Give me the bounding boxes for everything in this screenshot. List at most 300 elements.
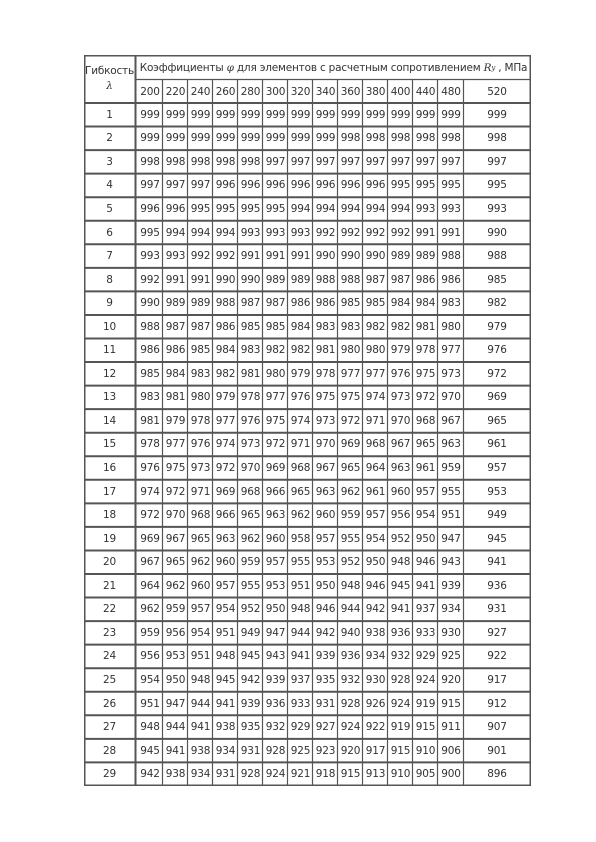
coefficient-cell: 994 bbox=[315, 202, 336, 215]
coefficient-cell: 936 bbox=[390, 626, 411, 639]
coefficient-cell: 982 bbox=[215, 367, 236, 380]
coefficient-cell: 995 bbox=[190, 202, 211, 215]
coefficient-cell: 982 bbox=[365, 320, 386, 333]
coefficient-cell: 941 bbox=[290, 650, 311, 663]
coefficient-cell: 963 bbox=[441, 438, 461, 451]
coefficient-cell: 964 bbox=[140, 579, 160, 592]
coefficient-cell: 948 bbox=[390, 556, 411, 569]
coefficient-cell: 990 bbox=[215, 273, 236, 286]
coefficient-cell: 980 bbox=[340, 344, 361, 357]
coefficient-cell: 995 bbox=[390, 179, 411, 192]
lambda-cell: 18 bbox=[103, 509, 116, 522]
coefficient-cell: 938 bbox=[215, 721, 236, 734]
coefficient-cell: 945 bbox=[487, 532, 507, 545]
coefficient-cell: 998 bbox=[240, 155, 261, 168]
coefficient-cell: 923 bbox=[315, 744, 336, 757]
coefficient-cell: 932 bbox=[340, 673, 361, 686]
coefficient-cell: 984 bbox=[215, 344, 236, 357]
coefficient-cell: 969 bbox=[265, 462, 286, 475]
coefficient-cell: 999 bbox=[441, 108, 461, 121]
coefficient-cell: 999 bbox=[240, 132, 261, 145]
coefficient-cell: 988 bbox=[441, 250, 461, 263]
lambda-cell: 6 bbox=[106, 226, 113, 239]
coefficient-cell: 970 bbox=[165, 509, 186, 522]
coefficient-cell: 959 bbox=[240, 556, 261, 569]
title-middle: для элементов с расчетным сопротивлением bbox=[233, 61, 484, 74]
coefficient-cell: 986 bbox=[140, 344, 160, 357]
coefficient-cell: 959 bbox=[441, 462, 461, 475]
coefficient-cell: 962 bbox=[165, 579, 186, 592]
coefficient-cell: 992 bbox=[190, 250, 211, 263]
coefficient-cell: 979 bbox=[390, 344, 411, 357]
coefficient-cell: 917 bbox=[487, 673, 507, 686]
coefficient-cell: 956 bbox=[165, 626, 186, 639]
coefficient-cell: 977 bbox=[441, 344, 461, 357]
coefficient-cell: 989 bbox=[290, 273, 311, 286]
coefficient-cell: 995 bbox=[215, 202, 236, 215]
coefficient-cell: 966 bbox=[265, 485, 286, 498]
coefficient-cell: 974 bbox=[215, 438, 236, 451]
lambda-cell: 17 bbox=[103, 485, 116, 498]
coefficient-cell: 915 bbox=[340, 768, 361, 781]
coefficient-cell: 945 bbox=[215, 673, 236, 686]
coefficient-cell: 981 bbox=[165, 391, 186, 404]
coefficient-cell: 976 bbox=[240, 414, 261, 427]
coefficient-cell: 962 bbox=[340, 485, 361, 498]
coefficient-cell: 935 bbox=[240, 721, 261, 734]
coefficient-cell: 949 bbox=[240, 626, 261, 639]
coefficient-cell: 941 bbox=[415, 579, 436, 592]
coefficient-cell: 988 bbox=[215, 297, 236, 310]
coefficient-cell: 993 bbox=[265, 226, 286, 239]
coefficient-cell: 987 bbox=[265, 297, 286, 310]
coefficient-cell: 969 bbox=[340, 438, 361, 451]
coefficient-cell: 975 bbox=[315, 391, 336, 404]
coefficient-cell: 980 bbox=[265, 367, 286, 380]
coefficient-cell: 994 bbox=[215, 226, 236, 239]
coefficient-cell: 972 bbox=[165, 485, 186, 498]
coefficient-cell: 970 bbox=[441, 391, 461, 404]
column-header-320: 320 bbox=[290, 85, 311, 98]
coefficient-cell: 973 bbox=[190, 462, 211, 475]
coefficient-cell: 995 bbox=[487, 179, 507, 192]
lambda-cell: 19 bbox=[103, 532, 116, 545]
coefficient-cell: 983 bbox=[441, 297, 461, 310]
coefficient-cell: 998 bbox=[390, 132, 411, 145]
coefficient-cell: 951 bbox=[140, 697, 160, 710]
coefficient-cell: 942 bbox=[365, 603, 386, 616]
coefficient-cell: 974 bbox=[140, 485, 160, 498]
coefficient-cell: 984 bbox=[290, 320, 311, 333]
coefficient-cell: 985 bbox=[140, 367, 160, 380]
coefficient-cell: 942 bbox=[315, 626, 336, 639]
coefficient-cell: 951 bbox=[190, 650, 211, 663]
coefficient-cell: 934 bbox=[215, 744, 236, 757]
coefficient-cell: 919 bbox=[390, 721, 411, 734]
coefficient-cell: 966 bbox=[215, 509, 236, 522]
coefficient-cell: 999 bbox=[215, 108, 236, 121]
coefficient-cell: 998 bbox=[487, 132, 507, 145]
coefficient-cell: 985 bbox=[190, 344, 211, 357]
coefficient-cell: 993 bbox=[290, 226, 311, 239]
coefficient-cell: 957 bbox=[215, 579, 236, 592]
coefficient-cell: 986 bbox=[290, 297, 311, 310]
column-header-440: 440 bbox=[415, 85, 436, 98]
lambda-cell: 5 bbox=[106, 202, 113, 215]
coefficient-cell: 973 bbox=[315, 414, 336, 427]
coefficient-cell: 973 bbox=[240, 438, 261, 451]
coefficient-cell: 968 bbox=[240, 485, 261, 498]
lambda-cell: 20 bbox=[103, 556, 116, 569]
coefficient-cell: 999 bbox=[390, 108, 411, 121]
coefficient-cell: 985 bbox=[487, 273, 507, 286]
coefficient-cell: 991 bbox=[240, 250, 261, 263]
coefficient-cell: 910 bbox=[390, 768, 411, 781]
coefficient-cell: 994 bbox=[290, 202, 311, 215]
coefficient-cell: 965 bbox=[487, 414, 507, 427]
coefficient-cell: 996 bbox=[315, 179, 336, 192]
coefficient-cell: 934 bbox=[441, 603, 461, 616]
coefficient-cell: 975 bbox=[340, 391, 361, 404]
coefficient-cell: 964 bbox=[365, 462, 386, 475]
lambda-cell: 16 bbox=[103, 462, 116, 475]
coefficient-cell: 986 bbox=[441, 273, 461, 286]
coefficient-cell: 931 bbox=[240, 744, 261, 757]
coefficient-cell: 967 bbox=[441, 414, 461, 427]
coefficient-cell: 988 bbox=[487, 250, 507, 263]
coefficient-cell: 986 bbox=[215, 320, 236, 333]
coefficient-cell: 990 bbox=[340, 250, 361, 263]
coefficient-cell: 998 bbox=[165, 155, 186, 168]
lambda-cell: 9 bbox=[106, 297, 113, 310]
coefficient-cell: 968 bbox=[190, 509, 211, 522]
coefficient-cell: 997 bbox=[190, 179, 211, 192]
coefficient-cell: 994 bbox=[190, 226, 211, 239]
coefficient-cell: 988 bbox=[140, 320, 160, 333]
title-prefix: Коэффициенты bbox=[139, 61, 227, 74]
coefficient-cell: 996 bbox=[290, 179, 311, 192]
coefficient-cell: 983 bbox=[190, 367, 211, 380]
coefficient-cell: 931 bbox=[215, 768, 236, 781]
coefficient-cell: 935 bbox=[315, 673, 336, 686]
coefficient-cell: 997 bbox=[415, 155, 436, 168]
coefficient-cell: 965 bbox=[165, 556, 186, 569]
coefficient-cell: 990 bbox=[365, 250, 386, 263]
coefficient-cell: 955 bbox=[240, 579, 261, 592]
coefficient-cell: 967 bbox=[140, 556, 160, 569]
coefficient-cell: 938 bbox=[190, 744, 211, 757]
coefficient-cell: 998 bbox=[415, 132, 436, 145]
coefficient-cell: 963 bbox=[215, 532, 236, 545]
coefficient-cell: 974 bbox=[365, 391, 386, 404]
coefficient-cell: 989 bbox=[190, 297, 211, 310]
coefficient-cell: 931 bbox=[487, 603, 507, 616]
lambda-cell: 24 bbox=[103, 650, 116, 663]
coefficient-cell: 924 bbox=[340, 721, 361, 734]
phi-symbol: φ bbox=[226, 61, 234, 74]
coefficient-cell: 998 bbox=[340, 132, 361, 145]
coefficient-cell: 952 bbox=[240, 603, 261, 616]
coefficient-cell: 976 bbox=[140, 462, 160, 475]
coefficient-cell: 979 bbox=[487, 320, 507, 333]
lambda-cell: 4 bbox=[106, 179, 113, 192]
coefficient-cell: 968 bbox=[365, 438, 386, 451]
coefficient-cell: 984 bbox=[415, 297, 436, 310]
coefficient-cell: 946 bbox=[315, 603, 336, 616]
coefficient-cell: 900 bbox=[441, 768, 461, 781]
coefficient-cell: 987 bbox=[190, 320, 211, 333]
coefficient-cell: 986 bbox=[415, 273, 436, 286]
coefficient-cell: 947 bbox=[265, 626, 286, 639]
column-header-260: 260 bbox=[215, 85, 236, 98]
coefficient-cell: 962 bbox=[240, 532, 261, 545]
coefficient-cell: 955 bbox=[290, 556, 311, 569]
lambda-symbol: λ bbox=[106, 80, 113, 92]
coefficient-cell: 993 bbox=[165, 250, 186, 263]
coefficient-cell: 976 bbox=[290, 391, 311, 404]
coefficient-cell: 982 bbox=[265, 344, 286, 357]
coefficient-cell: 970 bbox=[315, 438, 336, 451]
coefficient-cell: 975 bbox=[165, 462, 186, 475]
column-header-300: 300 bbox=[265, 85, 286, 98]
coefficient-cell: 976 bbox=[190, 438, 211, 451]
lambda-cell: 29 bbox=[103, 768, 116, 781]
coefficient-cell: 997 bbox=[365, 155, 386, 168]
lambda-cell: 23 bbox=[103, 626, 116, 639]
coefficient-cell: 999 bbox=[240, 108, 261, 121]
lambda-cell: 1 bbox=[106, 108, 113, 121]
coefficient-cell: 945 bbox=[140, 744, 160, 757]
coefficient-cell: 983 bbox=[240, 344, 261, 357]
coefficient-cell: 941 bbox=[165, 744, 186, 757]
coefficient-cell: 995 bbox=[265, 202, 286, 215]
coefficient-cell: 983 bbox=[340, 320, 361, 333]
coefficient-cell: 969 bbox=[487, 391, 507, 404]
coefficient-cell: 915 bbox=[390, 744, 411, 757]
coefficient-cell: 957 bbox=[487, 462, 507, 475]
coefficient-cell: 924 bbox=[265, 768, 286, 781]
coefficient-cell: 977 bbox=[165, 438, 186, 451]
coefficient-cell: 961 bbox=[415, 462, 436, 475]
coefficient-cell: 991 bbox=[165, 273, 186, 286]
coefficient-cell: 988 bbox=[340, 273, 361, 286]
coefficient-cell: 983 bbox=[315, 320, 336, 333]
coefficient-cell: 969 bbox=[215, 485, 236, 498]
coefficient-cell: 943 bbox=[441, 556, 461, 569]
coefficient-cell: 979 bbox=[165, 414, 186, 427]
coefficient-cell: 945 bbox=[240, 650, 261, 663]
coefficient-cell: 990 bbox=[140, 297, 160, 310]
coefficient-cell: 957 bbox=[415, 485, 436, 498]
coefficient-cell: 922 bbox=[365, 721, 386, 734]
coefficient-cell: 990 bbox=[487, 226, 507, 239]
coefficient-cell: 939 bbox=[265, 673, 286, 686]
coefficient-cell: 933 bbox=[415, 626, 436, 639]
coefficient-cell: 987 bbox=[390, 273, 411, 286]
lambda-cell: 27 bbox=[103, 721, 116, 734]
coefficient-cell: 926 bbox=[365, 697, 386, 710]
coefficient-cell: 996 bbox=[240, 179, 261, 192]
coefficient-cell: 954 bbox=[365, 532, 386, 545]
coefficient-cell: 938 bbox=[365, 626, 386, 639]
coefficient-cell: 999 bbox=[190, 132, 211, 145]
coefficient-cell: 929 bbox=[290, 721, 311, 734]
flexibility-header bbox=[84, 55, 135, 103]
title-suffix: , МПа bbox=[495, 61, 528, 74]
coefficient-cell: 919 bbox=[415, 697, 436, 710]
coefficient-cell: 912 bbox=[487, 697, 507, 710]
coefficient-cell: 924 bbox=[415, 673, 436, 686]
coefficient-cell: 993 bbox=[240, 226, 261, 239]
coefficient-cell: 941 bbox=[215, 697, 236, 710]
coefficient-cell: 989 bbox=[390, 250, 411, 263]
lambda-cell: 13 bbox=[103, 391, 116, 404]
coefficient-cell: 980 bbox=[190, 391, 211, 404]
coefficient-cell: 999 bbox=[265, 132, 286, 145]
coefficient-cell: 978 bbox=[240, 391, 261, 404]
coefficient-cell: 968 bbox=[290, 462, 311, 475]
coefficient-cell: 998 bbox=[365, 132, 386, 145]
coefficient-cell: 977 bbox=[265, 391, 286, 404]
coefficient-cell: 960 bbox=[315, 509, 336, 522]
coefficient-cell: 994 bbox=[390, 202, 411, 215]
coefficient-cell: 962 bbox=[190, 556, 211, 569]
coefficient-cell: 991 bbox=[190, 273, 211, 286]
coefficient-cell: 982 bbox=[487, 297, 507, 310]
coefficients-title bbox=[137, 56, 530, 79]
coefficient-cell: 994 bbox=[340, 202, 361, 215]
coefficient-cell: 925 bbox=[441, 650, 461, 663]
coefficient-cell: 992 bbox=[140, 273, 160, 286]
coefficient-cell: 928 bbox=[240, 768, 261, 781]
coefficient-cell: 998 bbox=[140, 155, 160, 168]
coefficient-cell: 962 bbox=[290, 509, 311, 522]
coefficient-cell: 955 bbox=[340, 532, 361, 545]
column-header-220: 220 bbox=[165, 85, 186, 98]
coefficient-cell: 978 bbox=[190, 414, 211, 427]
coefficient-cell: 985 bbox=[340, 297, 361, 310]
coefficient-cell: 941 bbox=[487, 556, 507, 569]
coefficient-cell: 960 bbox=[265, 532, 286, 545]
column-header-520: 520 bbox=[487, 85, 507, 98]
r-subscript: y bbox=[491, 63, 496, 72]
coefficient-cell: 944 bbox=[290, 626, 311, 639]
coefficient-cell: 947 bbox=[441, 532, 461, 545]
coefficient-cell: 992 bbox=[365, 226, 386, 239]
column-header-380: 380 bbox=[365, 85, 386, 98]
coefficient-cell: 952 bbox=[340, 556, 361, 569]
lambda-cell: 28 bbox=[103, 744, 116, 757]
coefficient-cell: 999 bbox=[340, 108, 361, 121]
coefficient-cell: 999 bbox=[315, 108, 336, 121]
coefficient-cell: 931 bbox=[315, 697, 336, 710]
coefficient-cell: 999 bbox=[290, 108, 311, 121]
coefficient-cell: 936 bbox=[487, 579, 507, 592]
coefficient-cell: 971 bbox=[290, 438, 311, 451]
coefficient-cell: 972 bbox=[340, 414, 361, 427]
coefficient-cell: 987 bbox=[365, 273, 386, 286]
coefficient-cell: 936 bbox=[265, 697, 286, 710]
coefficient-cell: 990 bbox=[240, 273, 261, 286]
coefficient-cell: 939 bbox=[240, 697, 261, 710]
coefficient-cell: 998 bbox=[215, 155, 236, 168]
lambda-cell: 25 bbox=[103, 673, 116, 686]
coefficient-cell: 999 bbox=[215, 132, 236, 145]
lambda-cell: 8 bbox=[106, 273, 113, 286]
coefficient-cell: 986 bbox=[165, 344, 186, 357]
coefficient-cell: 970 bbox=[240, 462, 261, 475]
coefficient-cell: 954 bbox=[215, 603, 236, 616]
coefficient-cell: 939 bbox=[315, 650, 336, 663]
coefficient-cell: 927 bbox=[315, 721, 336, 734]
coefficient-cell: 944 bbox=[165, 721, 186, 734]
coefficient-cell: 982 bbox=[390, 320, 411, 333]
lambda-cell: 7 bbox=[106, 250, 113, 263]
coefficient-cell: 995 bbox=[441, 179, 461, 192]
coefficient-cell: 946 bbox=[365, 579, 386, 592]
coefficient-cell: 950 bbox=[365, 556, 386, 569]
coefficient-cell: 992 bbox=[215, 250, 236, 263]
coefficient-cell: 951 bbox=[290, 579, 311, 592]
lambda-cell: 2 bbox=[106, 132, 113, 145]
coefficient-cell: 961 bbox=[487, 438, 507, 451]
coefficient-cell: 999 bbox=[290, 132, 311, 145]
coefficient-cell: 920 bbox=[441, 673, 461, 686]
coefficient-cell: 999 bbox=[365, 108, 386, 121]
coefficient-cell: 930 bbox=[441, 626, 461, 639]
coefficient-cell: 915 bbox=[441, 697, 461, 710]
coefficient-cell: 999 bbox=[315, 132, 336, 145]
coefficient-cell: 979 bbox=[290, 367, 311, 380]
coefficient-cell: 989 bbox=[165, 297, 186, 310]
coefficient-cell: 907 bbox=[487, 721, 507, 734]
lambda-cell: 15 bbox=[103, 438, 116, 451]
coefficient-cell: 982 bbox=[290, 344, 311, 357]
coefficient-cell: 969 bbox=[140, 532, 160, 545]
coefficient-cell: 963 bbox=[265, 509, 286, 522]
coefficient-cell: 943 bbox=[265, 650, 286, 663]
coefficient-cell: 928 bbox=[265, 744, 286, 757]
coefficient-cell: 957 bbox=[265, 556, 286, 569]
coefficient-cell: 986 bbox=[315, 297, 336, 310]
coefficient-cell: 934 bbox=[190, 768, 211, 781]
coefficient-cell: 977 bbox=[340, 367, 361, 380]
lambda-cell: 22 bbox=[103, 603, 116, 616]
coefficient-cell: 936 bbox=[340, 650, 361, 663]
coefficient-cell: 972 bbox=[487, 367, 507, 380]
coefficient-cell: 948 bbox=[190, 673, 211, 686]
coefficient-cell: 999 bbox=[165, 132, 186, 145]
r-symbol: R bbox=[483, 61, 492, 74]
coefficient-cell: 999 bbox=[190, 108, 211, 121]
column-header-240: 240 bbox=[190, 85, 211, 98]
coefficient-cell: 980 bbox=[365, 344, 386, 357]
coefficient-cell: 945 bbox=[390, 579, 411, 592]
coefficient-cell: 941 bbox=[390, 603, 411, 616]
coefficient-cell: 960 bbox=[190, 579, 211, 592]
coefficient-cell: 959 bbox=[165, 603, 186, 616]
coefficient-cell: 896 bbox=[487, 768, 507, 781]
coefficient-cell: 980 bbox=[441, 320, 461, 333]
coefficient-cell: 991 bbox=[265, 250, 286, 263]
coefficient-cell: 957 bbox=[190, 603, 211, 616]
coefficient-cell: 922 bbox=[487, 650, 507, 663]
coefficient-cell: 934 bbox=[365, 650, 386, 663]
column-header-200: 200 bbox=[140, 85, 160, 98]
coefficient-cell: 989 bbox=[265, 273, 286, 286]
lambda-cell: 21 bbox=[103, 579, 116, 592]
coefficient-cell: 984 bbox=[390, 297, 411, 310]
